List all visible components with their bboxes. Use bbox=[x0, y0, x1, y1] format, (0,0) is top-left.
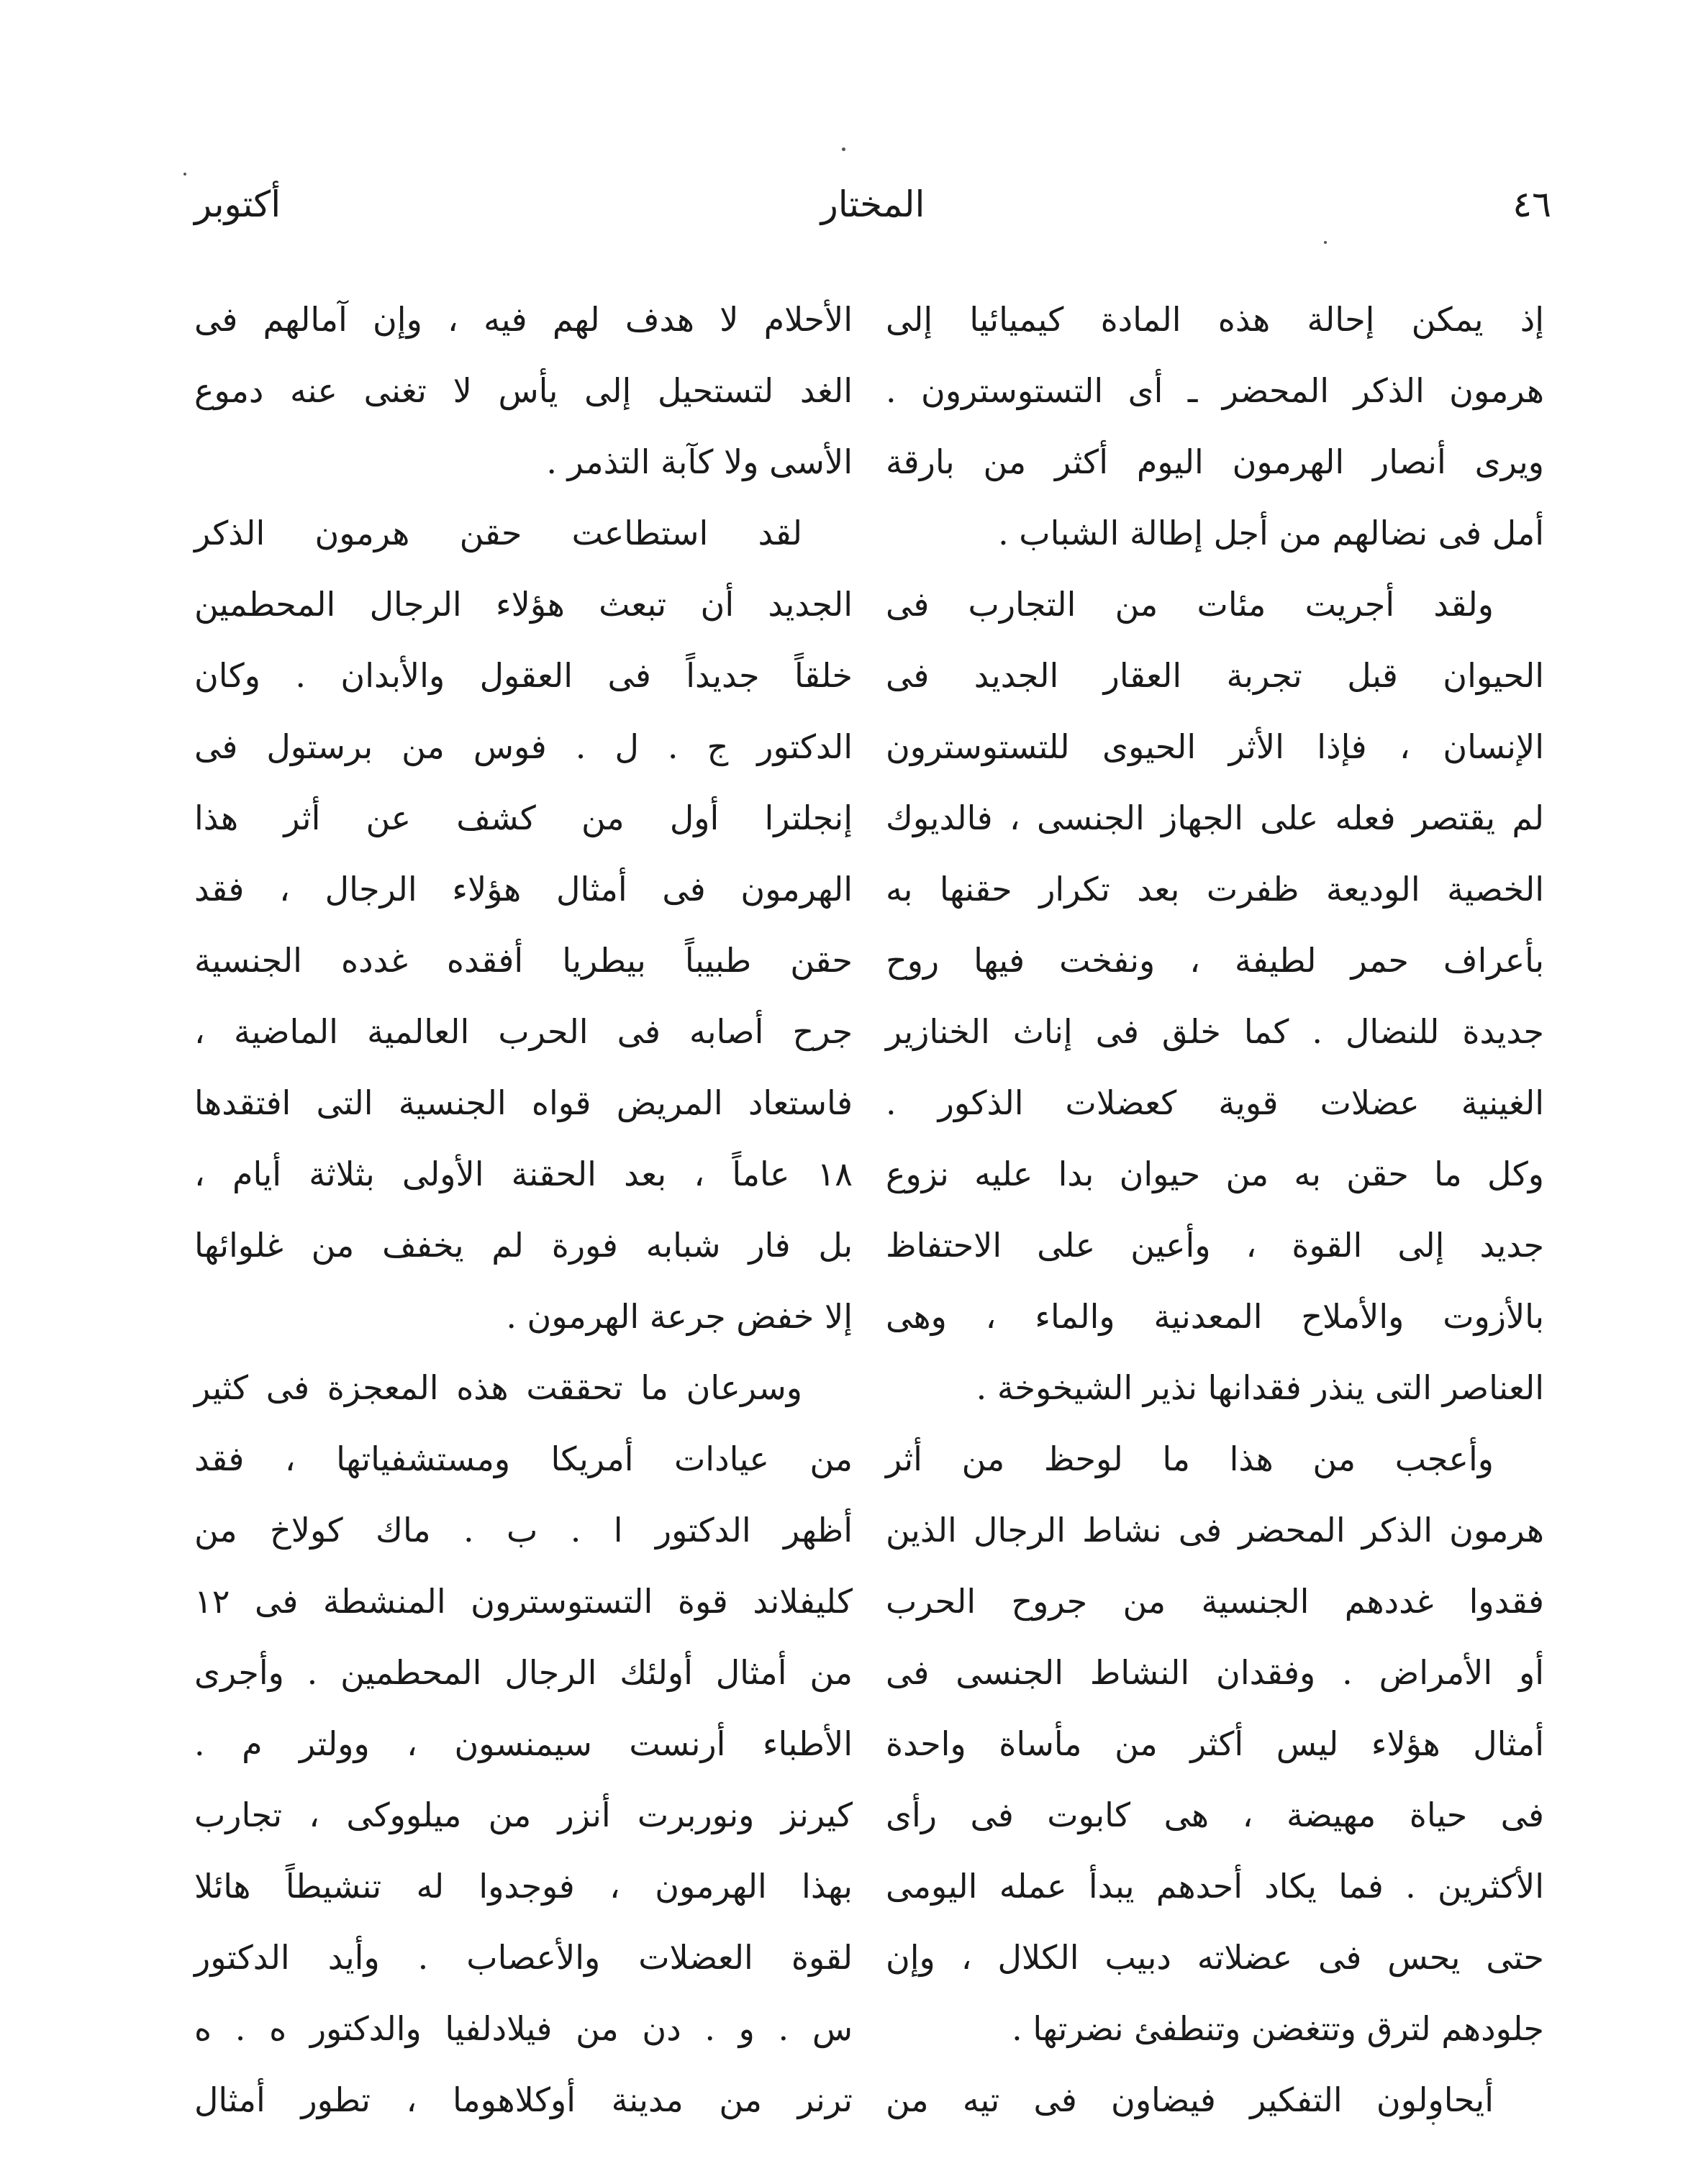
text-line: الإنسان ، فإذا الأثر الحيوى للتستوسترون bbox=[886, 727, 1544, 766]
right-column bbox=[886, 284, 1544, 2136]
scan-speck bbox=[1432, 2122, 1435, 2125]
text-line: ويرى أنصار الهرمون اليوم أكثر من بارقة bbox=[886, 442, 1544, 481]
text-line: ولقد أجريت مئات من التجارب فى bbox=[886, 585, 1494, 624]
text-line: جديد إلى القوة ، وأعين على الاحتفاظ bbox=[886, 1226, 1544, 1265]
journal-title: المختار bbox=[820, 183, 925, 225]
scan-speck bbox=[1324, 241, 1327, 244]
text-line: جديدة للنضال . كما خلق فى إناث الخنازير bbox=[886, 1012, 1544, 1051]
text-line: س . و . دن من فيلادلفيا والدكتور ه . ه bbox=[194, 2009, 853, 2048]
text-line: أظهر الدكتور ا . ب . ماك كولاخ من bbox=[194, 1511, 853, 1550]
scan-speck bbox=[842, 147, 845, 151]
text-line: حتى يحس فى عضلاته دبيب الكلال ، وإن bbox=[886, 1938, 1544, 1977]
text-line: هرمون الذكر المحضر فى نشاط الرجال الذين bbox=[886, 1511, 1544, 1550]
left-column bbox=[194, 284, 853, 2136]
text-line: الدكتور ج . ل . فوس من برستول فى bbox=[194, 727, 853, 766]
text-line: ١٨ عاماً ، بعد الحقنة الأولى بثلاثة أيام ، bbox=[194, 1155, 853, 1193]
text-line: لقوة العضلات والأعصاب . وأيد الدكتور bbox=[194, 1938, 853, 1977]
text-line: كليفلاند قوة التستوسترون المنشطة فى ١٢ bbox=[194, 1582, 853, 1621]
text-line: إنجلترا أول من كشف عن أثر هذا bbox=[194, 798, 853, 837]
text-line: الغد لتستحيل إلى يأس لا تغنى عنه دموع bbox=[194, 371, 853, 410]
page-number: ٤٦ bbox=[1512, 183, 1551, 225]
text-line: الغينية عضلات قوية كعضلات الذكور . bbox=[886, 1083, 1544, 1122]
text-line: بهذا الهرمون ، فوجدوا له تنشيطاً هائلا bbox=[194, 1867, 853, 1906]
text-line: الأطباء أرنست سيمنسون ، وولتر م . bbox=[194, 1724, 853, 1763]
scan-speck bbox=[183, 173, 186, 176]
text-line: الأكثرين . فما يكاد أحدهم يبدأ عمله اليومى bbox=[886, 1867, 1544, 1906]
text-line: أو الأمراض . وفقدان النشاط الجنسى فى bbox=[886, 1653, 1544, 1692]
text-line: ترنر من مدينة أوكلاهوما ، تطور أمثال bbox=[194, 2080, 853, 2119]
text-line: لقد استطاعت حقن هرمون الذكر bbox=[194, 514, 802, 552]
text-line: وكل ما حقن به من حيوان بدا عليه نزوع bbox=[886, 1155, 1544, 1193]
text-line: الهرمون فى أمثال هؤلاء الرجال ، فقد bbox=[194, 870, 853, 909]
text-line: وسرعان ما تحققت هذه المعجزة فى كثير bbox=[194, 1368, 802, 1407]
text-line: أمل فى نضالهم من أجل إطالة الشباب . bbox=[998, 514, 1544, 552]
text-line: الأحلام لا هدف لهم فيه ، وإن آمالهم فى bbox=[194, 300, 853, 339]
text-line: فاستعاد المريض قواه الجنسية التى افتقدها bbox=[194, 1083, 853, 1122]
text-line: أمثال هؤلاء ليس أكثر من مأساة واحدة bbox=[886, 1724, 1544, 1763]
text-line: كيرنز ونوربرت أنزر من ميلووكى ، تجارب bbox=[194, 1796, 853, 1834]
text-line: بل فار شبابه فورة لم يخفف من غلوائها bbox=[194, 1226, 853, 1265]
text-line: إلا خفض جرعة الهرمون . bbox=[506, 1297, 853, 1336]
text-line: فقدوا غددهم الجنسية من جروح الحرب bbox=[886, 1582, 1544, 1621]
issue-month: أكتوبر bbox=[194, 183, 281, 225]
text-line: جلودهم لترق وتتغضن وتنطفئ نضرتها . bbox=[1012, 2009, 1544, 2048]
text-line: هرمون الذكر المحضر ـ أى التستوسترون . bbox=[886, 371, 1544, 410]
text-line: من عيادات أمريكا ومستشفياتها ، فقد bbox=[194, 1439, 853, 1478]
text-line: إذ يمكن إحالة هذه المادة كيميائيا إلى bbox=[886, 300, 1544, 339]
page-header bbox=[194, 183, 1551, 248]
text-line: بأعراف حمر لطيفة ، ونفخت فيها روح bbox=[886, 941, 1544, 980]
text-line: خلقاً جديداً فى العقول والأبدان . وكان bbox=[194, 656, 853, 695]
text-line: حقن طبيباً بيطريا أفقده غدده الجنسية bbox=[194, 941, 853, 980]
text-line: فى حياة مهيضة ، هى كابوت فى رأى bbox=[886, 1796, 1544, 1834]
text-line: وأعجب من هذا ما لوحظ من أثر bbox=[886, 1439, 1494, 1478]
text-line: من أمثال أولئك الرجال المحطمين . وأجرى bbox=[194, 1653, 853, 1692]
text-line: الجديد أن تبعث هؤلاء الرجال المحطمين bbox=[194, 585, 853, 624]
text-line: بالأزوت والأملاح المعدنية والماء ، وهى bbox=[886, 1297, 1544, 1336]
text-line: لم يقتصر فعله على الجهاز الجنسى ، فالديوك bbox=[886, 798, 1544, 837]
text-line: جرح أصابه فى الحرب العالمية الماضية ، bbox=[194, 1012, 853, 1051]
text-line: أيحاولون التفكير فيضاون فى تيه من bbox=[886, 2080, 1494, 2119]
text-line: الأسى ولا كآبة التذمر . bbox=[546, 442, 853, 481]
text-line: الحيوان قبل تجربة العقار الجديد فى bbox=[886, 656, 1544, 695]
text-line: الخصية الوديعة ظفرت بعد تكرار حقنها به bbox=[886, 870, 1544, 909]
text-line: العناصر التى ينذر فقدانها نذير الشيخوخة . bbox=[976, 1368, 1544, 1407]
